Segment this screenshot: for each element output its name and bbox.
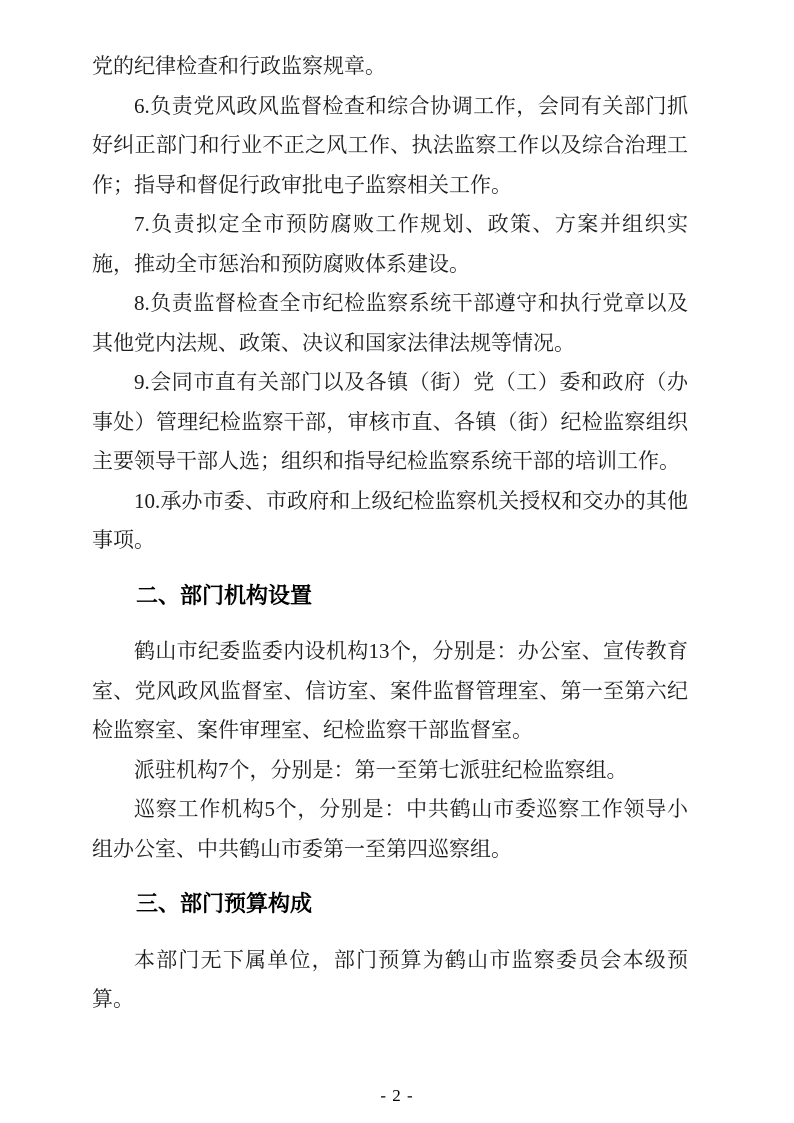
paragraph-item-7: 7.负责拟定全市预防腐败工作规划、政策、方案并组织实施，推动全市惩治和预防腐败体系建设。: [92, 212, 688, 276]
page-number: - 2 -: [380, 1086, 414, 1105]
paragraph-continuation: 党的纪律检查和行政监察规章。: [92, 54, 386, 78]
paragraph-dispatched-organs: 派驻机构7个，分别是：第一至第七派驻纪检监察组。: [134, 757, 628, 782]
paragraph-item-9: 9.会同市直有关部门以及各镇（街）党（工）委和政府（办事处）管理纪检监察干部，审核市直、各镇（街）纪检监察组织主要领导干部人选；组织和指导纪检监察系统干部的培训工作。: [92, 370, 688, 473]
paragraph-item-6: 6.负责党风政风监督检查和综合协调工作，会同有关部门抓好纠正部门和行业不正之风工作、执法监察工作以及综合治理工作；指导和督促行政审批电子监察相关工作。: [92, 93, 688, 197]
paragraph-budget-composition: 本部门无下属单位，部门预算为鹤山市监察委员会本级预算。: [92, 947, 688, 1011]
document-body: [92, 47, 688, 1020]
section-heading-budget-composition: 三、部门预算构成: [136, 891, 313, 916]
paragraph-item-8: 8.负责监督检查全市纪检监察系统干部遵守和执行党章以及其他党内法规、政策、决议和国家法律法规等情况。: [92, 291, 688, 355]
paragraph-item-10: 10.承办市委、市政府和上级纪检监察机关授权和交办的其他事项。: [92, 488, 688, 552]
paragraph-internal-organs: 鹤山市纪委监委内设机构13个，分别是：办公室、宣传教育室、党风政风监督室、信访室、案件监督管理室、第一至第六纪检监察室、案件审理室、纪检监察干部监督室。: [92, 639, 688, 742]
paragraph-inspection-organs: 巡察工作机构5个，分别是：中共鹤山市委巡察工作领导小组办公室、中共鹤山市委第一至第四巡察组。: [92, 797, 688, 861]
section-heading-organization: 二、部门机构设置: [136, 582, 313, 608]
